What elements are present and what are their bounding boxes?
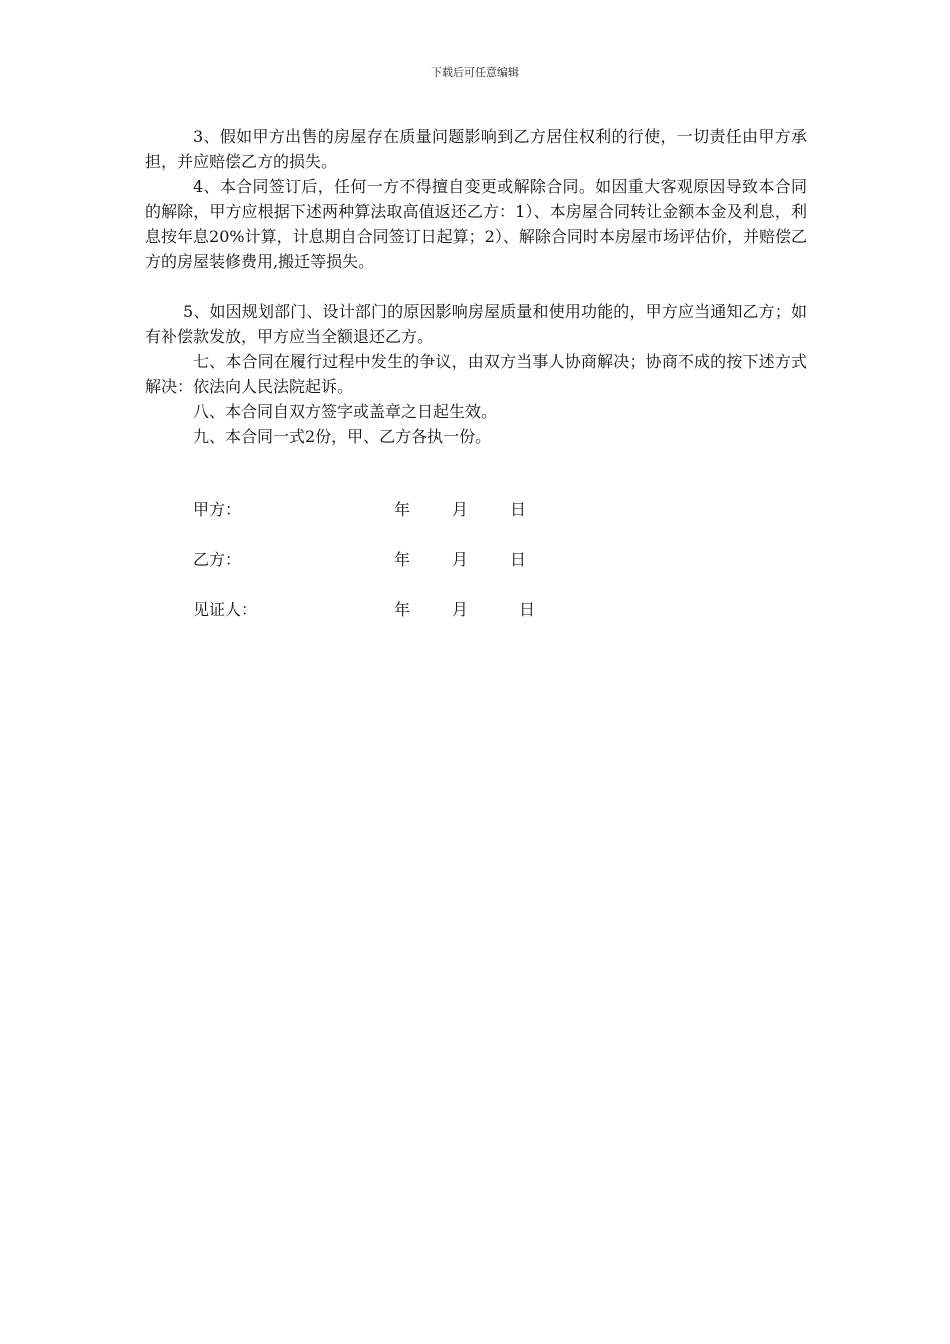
clause-5: 5、如因规划部门、设计部门的原因影响房屋质量和使用功能的，甲方应当通知乙方；如有补偿款发放，甲方应当全额退还乙方。 <box>145 302 807 346</box>
signature-label: 乙方： <box>193 550 242 569</box>
date-year-label: 年 <box>394 550 411 569</box>
date-month-label: 月 <box>452 500 469 519</box>
date-day-label: 日 <box>510 500 527 519</box>
signature-row-party-b <box>193 547 593 572</box>
date-day-label: 日 <box>510 550 527 569</box>
signature-block <box>193 497 593 647</box>
clause-8: 八、本合同自双方签字或盖章之日起生效。 <box>193 402 498 421</box>
page-header: 下载后可任意编辑 <box>431 66 519 79</box>
contract-body <box>145 124 807 449</box>
clause-4: 4、本合同签订后，任何一方不得擅自变更或解除合同。如因重大客观原因导致本合同的解除，甲方应根据下述两种算法取高值返还乙方：1）、本房屋合同转让金额本金及利息，利息按年息20%计算，计息期自合同签订日起算；2）、解除合同时本房屋市场评估价，并赔偿乙方的房屋装修费用,搬迁等损失。 <box>145 177 807 271</box>
paragraph-gap <box>145 274 807 299</box>
signature-label: 见证人： <box>193 600 258 619</box>
signature-row-party-a <box>193 497 593 522</box>
date-day-label: 日 <box>519 600 536 619</box>
date-year-label: 年 <box>394 500 411 519</box>
clause-9: 九、本合同一式2份，甲、乙方各执一份。 <box>193 427 492 446</box>
date-year-label: 年 <box>394 600 411 619</box>
signature-label: 甲方： <box>193 500 242 519</box>
date-month-label: 月 <box>452 600 469 619</box>
clause-3: 3、假如甲方出售的房屋存在质量问题影响到乙方居住权利的行使，一切责任由甲方承担，并应赔偿乙方的损失。 <box>145 127 807 171</box>
signature-row-witness <box>193 597 593 622</box>
date-month-label: 月 <box>452 550 469 569</box>
clause-7: 七、本合同在履行过程中发生的争议，由双方当事人协商解决；协商不成的按下述方式解决：依法向人民法院起诉。 <box>145 352 807 396</box>
